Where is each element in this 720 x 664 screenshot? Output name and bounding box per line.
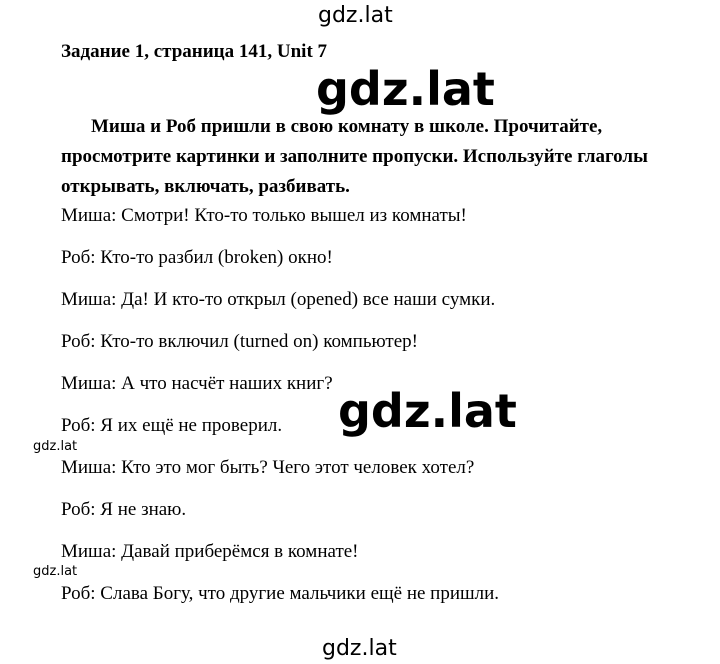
dialogue-line-5: Миша: А что насчёт наших книг? [61, 373, 333, 394]
task-instruction [61, 112, 661, 202]
dialogue-line-6: Роб: Я их ещё не проверил. [61, 415, 283, 436]
dialogue-line-8: Роб: Я не знаю. [61, 499, 187, 520]
watermark-small-left-2: gdz.lat [33, 564, 78, 579]
dialogue-line-2: Роб: Кто-то разбил (broken) окно! [61, 247, 333, 268]
watermark-large-upper: gdz.lat [316, 62, 495, 116]
dialogue-line-3: Миша: Да! И кто-то открыл (opened) все наши сумки. [61, 289, 496, 310]
dialogue-line-10: Роб: Слава Богу, что другие мальчики ещё не пришли. [61, 583, 500, 604]
task-instruction-text: Миша и Роб пришли в свою комнату в школе. Прочитайте, просмотрите картинки и заполните пропуски. Используйте глаголы открывать, включать, разбивать. [61, 116, 648, 197]
dialogue-line-1: Миша: Смотри! Кто-то только вышел из комнаты! [61, 205, 467, 226]
dialogue-line-7: Миша: Кто это мог быть? Чего этот человек хотел? [61, 457, 475, 478]
page-title: Задание 1, страница 141, Unit 7 [61, 41, 328, 62]
watermark-small-left-1: gdz.lat [33, 439, 78, 454]
watermark-bottom: gdz.lat [322, 636, 397, 661]
watermark-top: gdz.lat [318, 3, 393, 28]
dialogue-line-4: Роб: Кто-то включил (turned on) компьютер! [61, 331, 418, 352]
dialogue-line-9: Миша: Давай приберёмся в комнате! [61, 541, 359, 562]
watermark-large-lower: gdz.lat [338, 384, 517, 438]
